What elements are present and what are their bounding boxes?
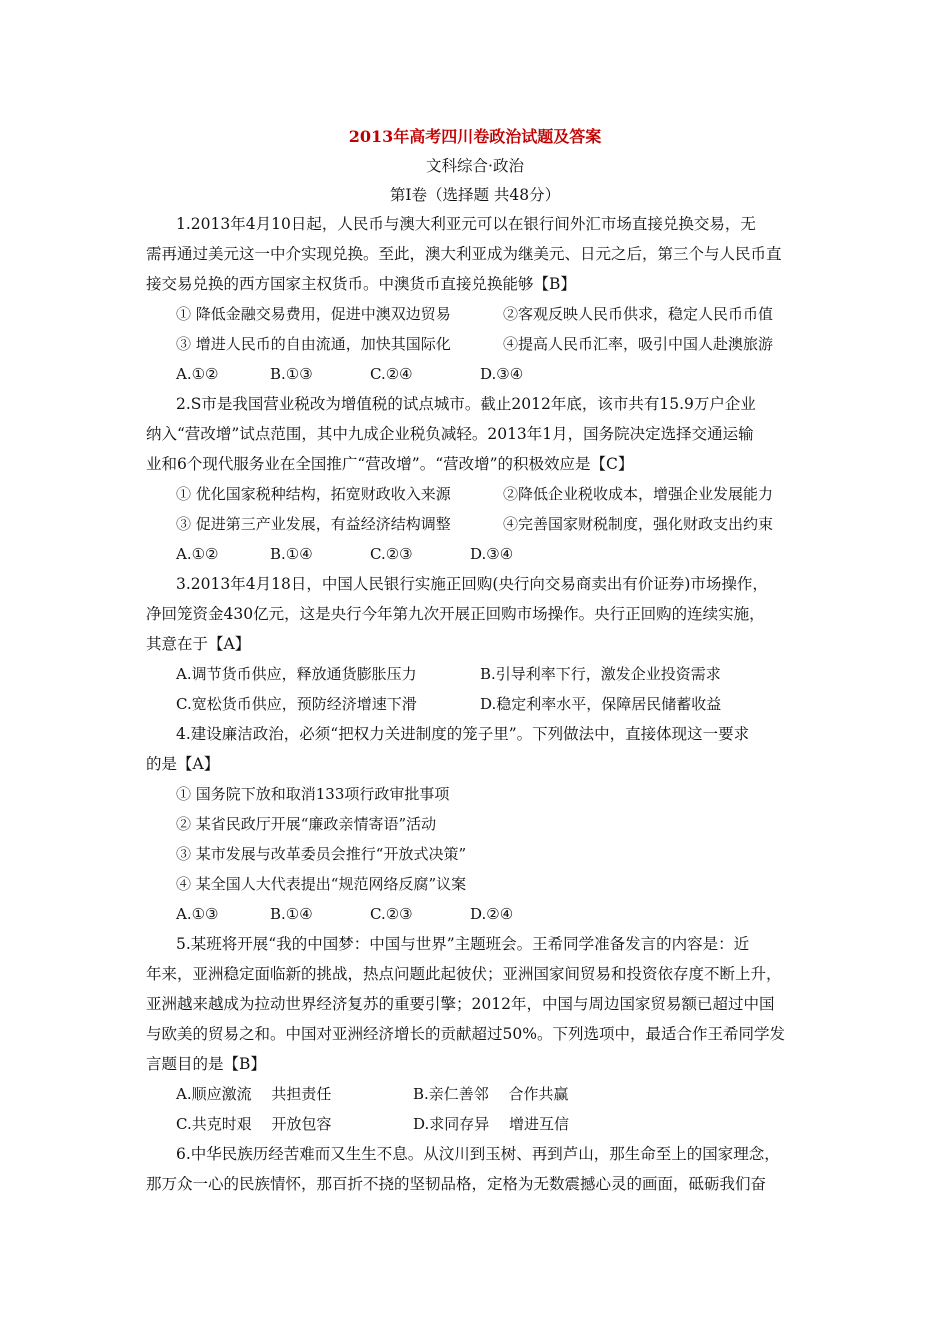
q4-option-3: ③ 某市发展与改革委员会推行“开放式决策” <box>176 845 467 863</box>
q4-choice-b: B.①④ <box>270 905 313 923</box>
q2-option-3: ③ 促进第三产业发展，有益经济结构调整 <box>176 515 451 533</box>
q5-option-a: A.顺应激流 共担责任 <box>176 1085 332 1103</box>
q3-option-b: B.引导利率下行，激发企业投资需求 <box>480 665 721 683</box>
q2-option-2: ②降低企业税收成本，增强企业发展能力 <box>503 485 774 503</box>
q1-option-3: ③ 增进人民币的自由流通，加快其国际化 <box>176 335 451 353</box>
q2-choice-b: B.①④ <box>270 545 313 563</box>
q5-option-c: C.共克时艰 开放包容 <box>176 1115 332 1133</box>
q3-option-d: D.稳定利率水平，保障居民储蓄收益 <box>480 695 722 713</box>
q4-line-1: 4.建设廉洁政治，必须“把权力关进制度的笼子里”。下列做法中，直接体现这一要求 <box>176 725 750 743</box>
q1-choice-d: D.③④ <box>480 365 524 383</box>
q2-choice-a: A.①② <box>176 545 219 563</box>
q1-option-4: ④提高人民币汇率，吸引中国人赴澳旅游 <box>503 335 774 353</box>
q1-option-2: ②客观反映人民币供求，稳定人民币币值 <box>503 305 774 323</box>
q1-choice-c: C.②④ <box>370 365 413 383</box>
exam-subject: 文科综合·政治 <box>426 157 524 175</box>
q1-line-1: 1.2013年4月10日起，人民币与澳大利亚元可以在银行间外汇市场直接兑换交易，无 <box>176 215 756 233</box>
q3-line-2: 净回笼资金430亿元，这是央行今年第九次开展正回购市场操作。央行正回购的连续实施， <box>146 605 765 623</box>
q4-choice-c: C.②③ <box>370 905 413 923</box>
document-title: 2013年高考四川卷政治试题及答案 <box>348 127 602 146</box>
q6-line-1: 6.中华民族历经苦难而又生生不息。从汶川到玉树、再到芦山，那生命至上的国家理念， <box>176 1145 780 1163</box>
q1-line-3: 接交易兑换的西方国家主权货币。中澳货币直接兑换能够【B】 <box>146 275 576 293</box>
q5-line-4: 与欧美的贸易之和。中国对亚洲经济增长的贡献超过50%。下列选项中，最适合作王希同学发 <box>146 1025 785 1043</box>
q1-line-2: 需再通过美元这一中介实现兑换。至此，澳大利亚成为继美元、日元之后，第三个与人民币直 <box>146 245 782 263</box>
q4-option-1: ① 国务院下放和取消133项行政审批事项 <box>176 785 450 803</box>
q5-line-3: 亚洲越来越成为拉动世界经济复苏的重要引擎；2012年，中国与周边国家贸易额已超过中国 <box>146 995 775 1013</box>
q3-line-1: 3.2013年4月18日，中国人民银行实施正回购(央行向交易商卖出有价证券)市场操作， <box>176 575 768 593</box>
q6-line-2: 那万众一心的民族情怀，那百折不挠的坚韧品格，定格为无数震撼心灵的画面，砥砺我们奋 <box>146 1175 767 1193</box>
q2-line-2: 纳入“营改增”试点范围，其中九成企业税负减轻。2013年1月，国务院决定选择交通运输 <box>146 425 754 443</box>
q2-option-4: ④完善国家财税制度，强化财政支出约束 <box>503 515 774 533</box>
q4-line-2: 的是【A】 <box>146 755 220 773</box>
q3-option-c: C.宽松货币供应，预防经济增速下滑 <box>176 695 417 713</box>
q5-option-d: D.求同存异 增进互信 <box>413 1115 570 1133</box>
q1-choice-a: A.①② <box>176 365 219 383</box>
q4-option-2: ② 某省民政厅开展“廉政亲情寄语”活动 <box>176 815 437 833</box>
q1-choice-b: B.①③ <box>270 365 313 383</box>
q5-line-2: 年来，亚洲稳定面临新的挑战，热点问题此起彼伏；亚洲国家间贸易和投资依存度不断上升， <box>146 965 782 983</box>
q4-choice-d: D.②④ <box>470 905 514 923</box>
q5-option-b: B.亲仁善邻 合作共赢 <box>413 1085 569 1103</box>
q3-line-3: 其意在于【A】 <box>146 635 251 653</box>
q2-line-3: 业和6个现代服务业在全国推广“营改增”。“营改增”的积极效应是【C】 <box>146 455 634 473</box>
q2-choice-c: C.②③ <box>370 545 413 563</box>
q4-choice-a: A.①③ <box>176 905 219 923</box>
section-heading: 第Ⅰ卷（选择题 共48分） <box>389 186 561 204</box>
q4-option-4: ④ 某全国人大代表提出“规范网络反腐”议案 <box>176 875 467 893</box>
q5-line-1: 5.某班将开展“我的中国梦：中国与世界”主题班会。王希同学准备发言的内容是：近 <box>176 935 750 953</box>
q5-line-5: 言题目的是【B】 <box>146 1055 266 1073</box>
q2-option-1: ① 优化国家税种结构，拓宽财政收入来源 <box>176 485 451 503</box>
q3-option-a: A.调节货币供应，释放通货膨胀压力 <box>176 665 417 683</box>
q1-option-1: ① 降低金融交易费用，促进中澳双边贸易 <box>176 305 451 323</box>
q2-choice-d: D.③④ <box>470 545 514 563</box>
q2-line-1: 2.S市是我国营业税改为增值税的试点城市。截止2012年底，该市共有15.9万户企业 <box>176 395 756 413</box>
